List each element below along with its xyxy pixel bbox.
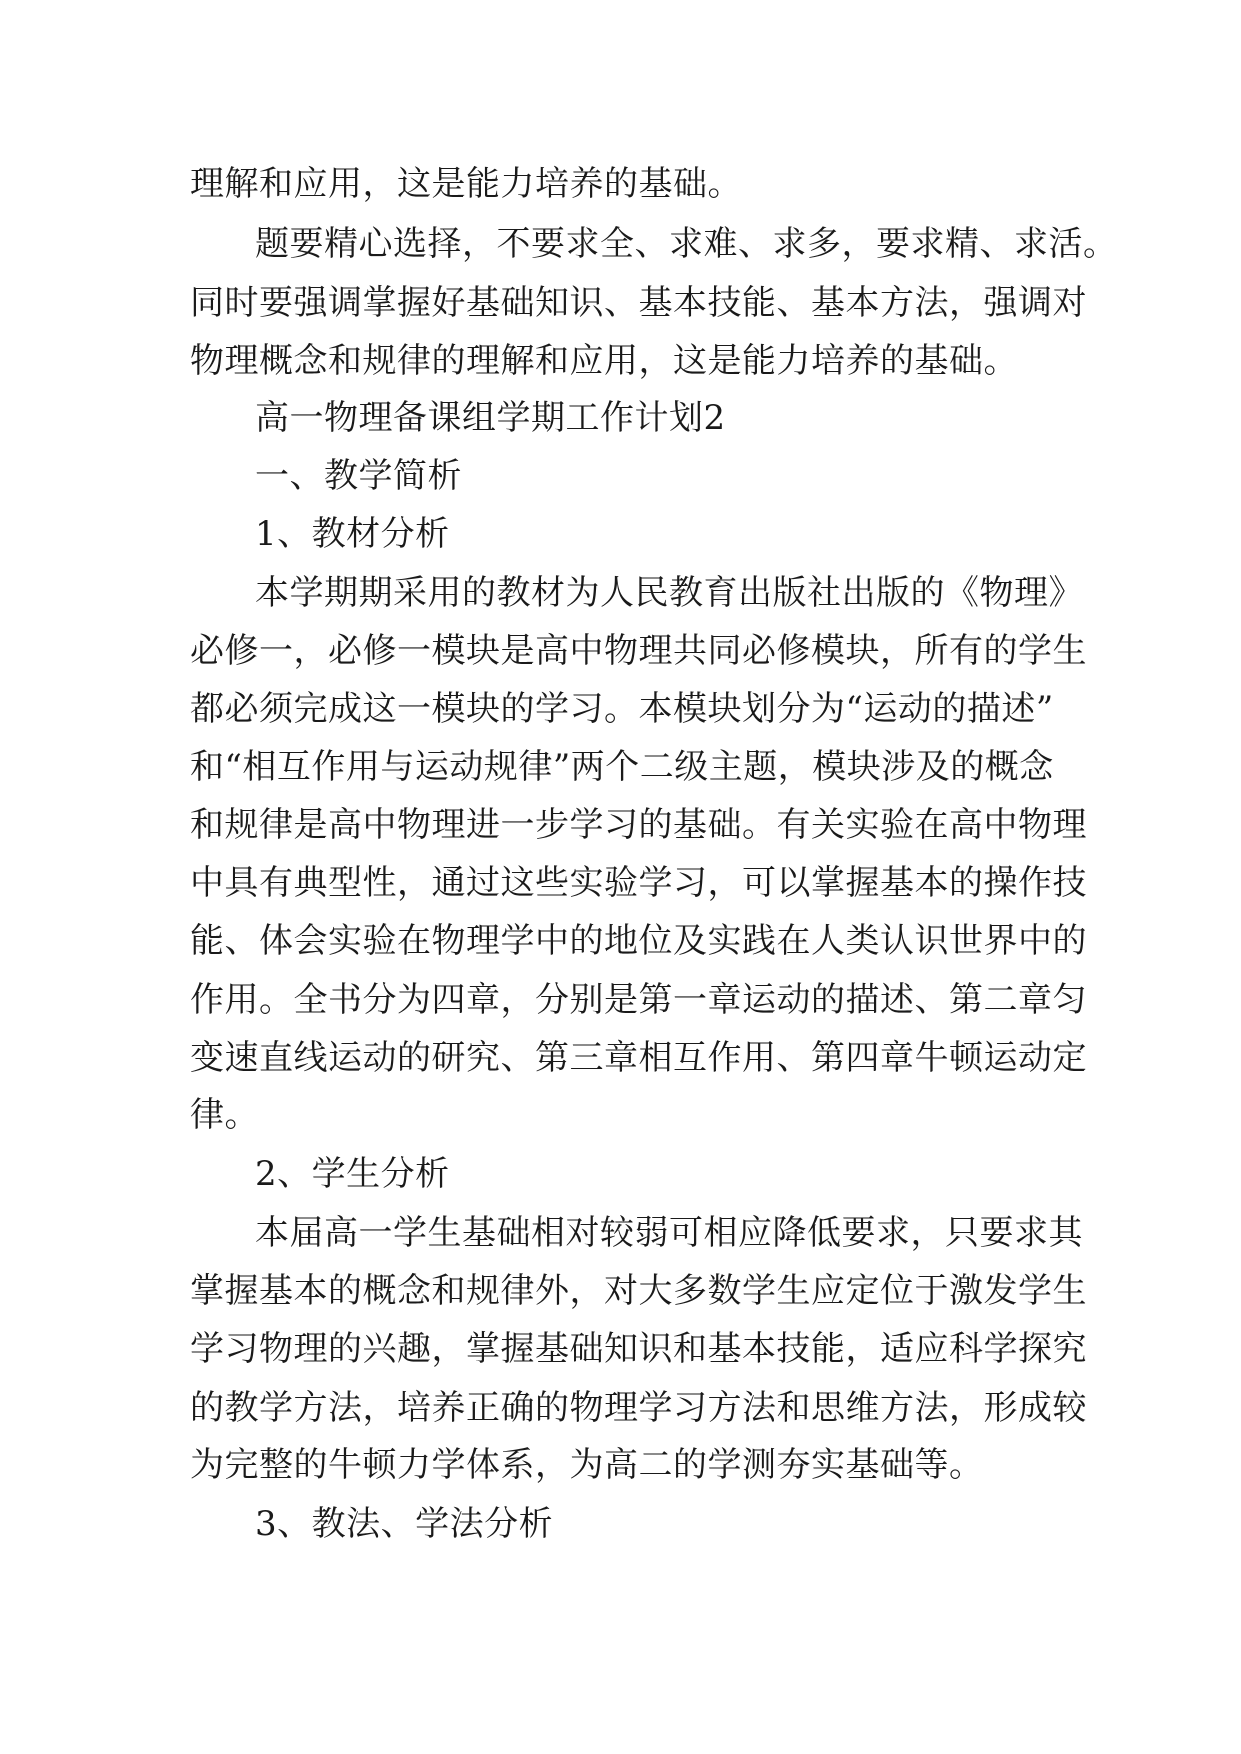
body-text-line: 律。	[190, 1095, 259, 1135]
paragraph-first-line: 本学期期采用的教材为人民教育出版社出版的《物理》	[255, 573, 1083, 613]
body-text-line: 作用。全书分为四章，分别是第一章运动的描述、第二章匀	[190, 980, 1087, 1020]
section-title: 高一物理备课组学期工作计划2	[255, 398, 726, 438]
body-text-line: 和规律是高中物理进一步学习的基础。有关实验在高中物理	[190, 805, 1087, 845]
body-text-line: 物理概念和规律的理解和应用，这是能力培养的基础。	[190, 341, 1018, 381]
body-text-line: 能、体会实验在物理学中的地位及实践在人类认识世界中的	[190, 921, 1087, 961]
paragraph-first-line: 题要精心选择，不要求全、求难、求多，要求精、求活。	[255, 224, 1118, 264]
heading-level-2: 1、教材分析	[255, 514, 450, 554]
body-text-line: 理解和应用，这是能力培养的基础。	[190, 164, 742, 204]
body-text-line: 都必须完成这一模块的学习。本模块划分为“运动的描述”	[190, 689, 1054, 729]
body-text-line: 必修一，必修一模块是高中物理共同必修模块，所有的学生	[190, 631, 1087, 671]
body-text-line: 变速直线运动的研究、第三章相互作用、第四章牛顿运动定	[190, 1038, 1087, 1078]
body-text-line: 的教学方法，培养正确的物理学习方法和思维方法，形成较	[190, 1388, 1087, 1428]
body-text-line: 为完整的牛顿力学体系，为高二的学测夯实基础等。	[190, 1445, 984, 1485]
heading-level-2: 2、学生分析	[255, 1154, 450, 1194]
body-text-line: 学习物理的兴趣，掌握基础知识和基本技能，适应科学探究	[190, 1329, 1087, 1369]
heading-level-2: 3、教法、学法分析	[255, 1504, 554, 1544]
body-text-line: 同时要强调掌握好基础知识、基本技能、基本方法，强调对	[190, 283, 1087, 323]
body-text-line: 中具有典型性，通过这些实验学习，可以掌握基本的操作技	[190, 863, 1087, 903]
heading-level-1: 一、教学简析	[255, 456, 462, 496]
body-text-line: 掌握基本的概念和规律外，对大多数学生应定位于激发学生	[190, 1271, 1087, 1311]
paragraph-first-line: 本届高一学生基础相对较弱可相应降低要求，只要求其	[255, 1213, 1083, 1253]
body-text-line: 和“相互作用与运动规律”两个二级主题，模块涉及的概念	[190, 747, 1054, 787]
